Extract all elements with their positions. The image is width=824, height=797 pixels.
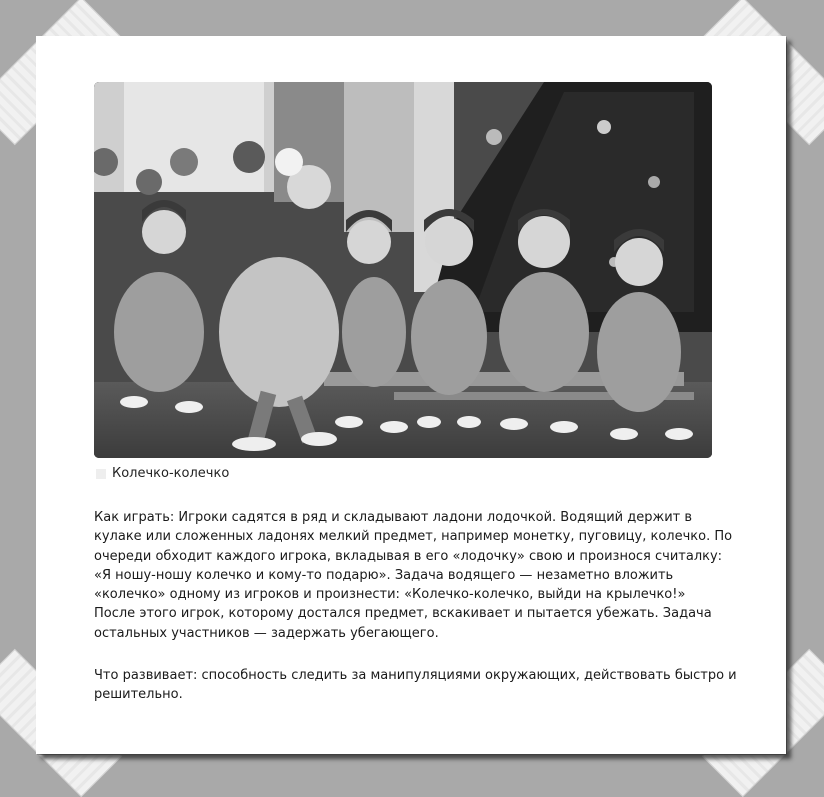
photo-children-christmas-tree [94,82,712,458]
what-it-develops-paragraph [94,666,737,705]
photo-caption [96,466,229,481]
caption-text: Колечко-колечко [112,466,230,481]
paragraph-line: «колечко» одному из игроков и произнести: «Колечко-колечко, выйди на крылечко!» [94,587,686,603]
paper-sheet [36,36,786,754]
paragraph-line: Что развивает: способность следить за манипуляциями окружающих, действовать быстро и [94,668,737,683]
caption-marker-icon [96,469,106,479]
paragraph-line: очереди обходит каждого игрока, вкладывая в его «лодочку» свою и произнося считалку: [94,548,723,564]
photo-illustration [94,82,712,458]
paragraph-line: Как играть: Игроки садятся в ряд и складывают ладони лодочкой. Водящий держит в [94,510,693,525]
paragraph-line: остальных участников — задержать убегающего. [94,625,439,641]
paragraph-line: кулаке или сложенных ладонях мелкий предмет, например монетку, пуговицу, колечко. По [94,529,733,545]
paragraph-line: «Я ношу-ношу колечко и кому-то подарю». Задача водящего — незаметно вложить [94,567,674,583]
paragraph-line: После этого игрок, которому достался предмет, вскакивает и пытается убежать. Задача [94,606,712,622]
paragraph-line: решительно. [94,687,183,703]
how-to-play-paragraph [94,508,734,643]
